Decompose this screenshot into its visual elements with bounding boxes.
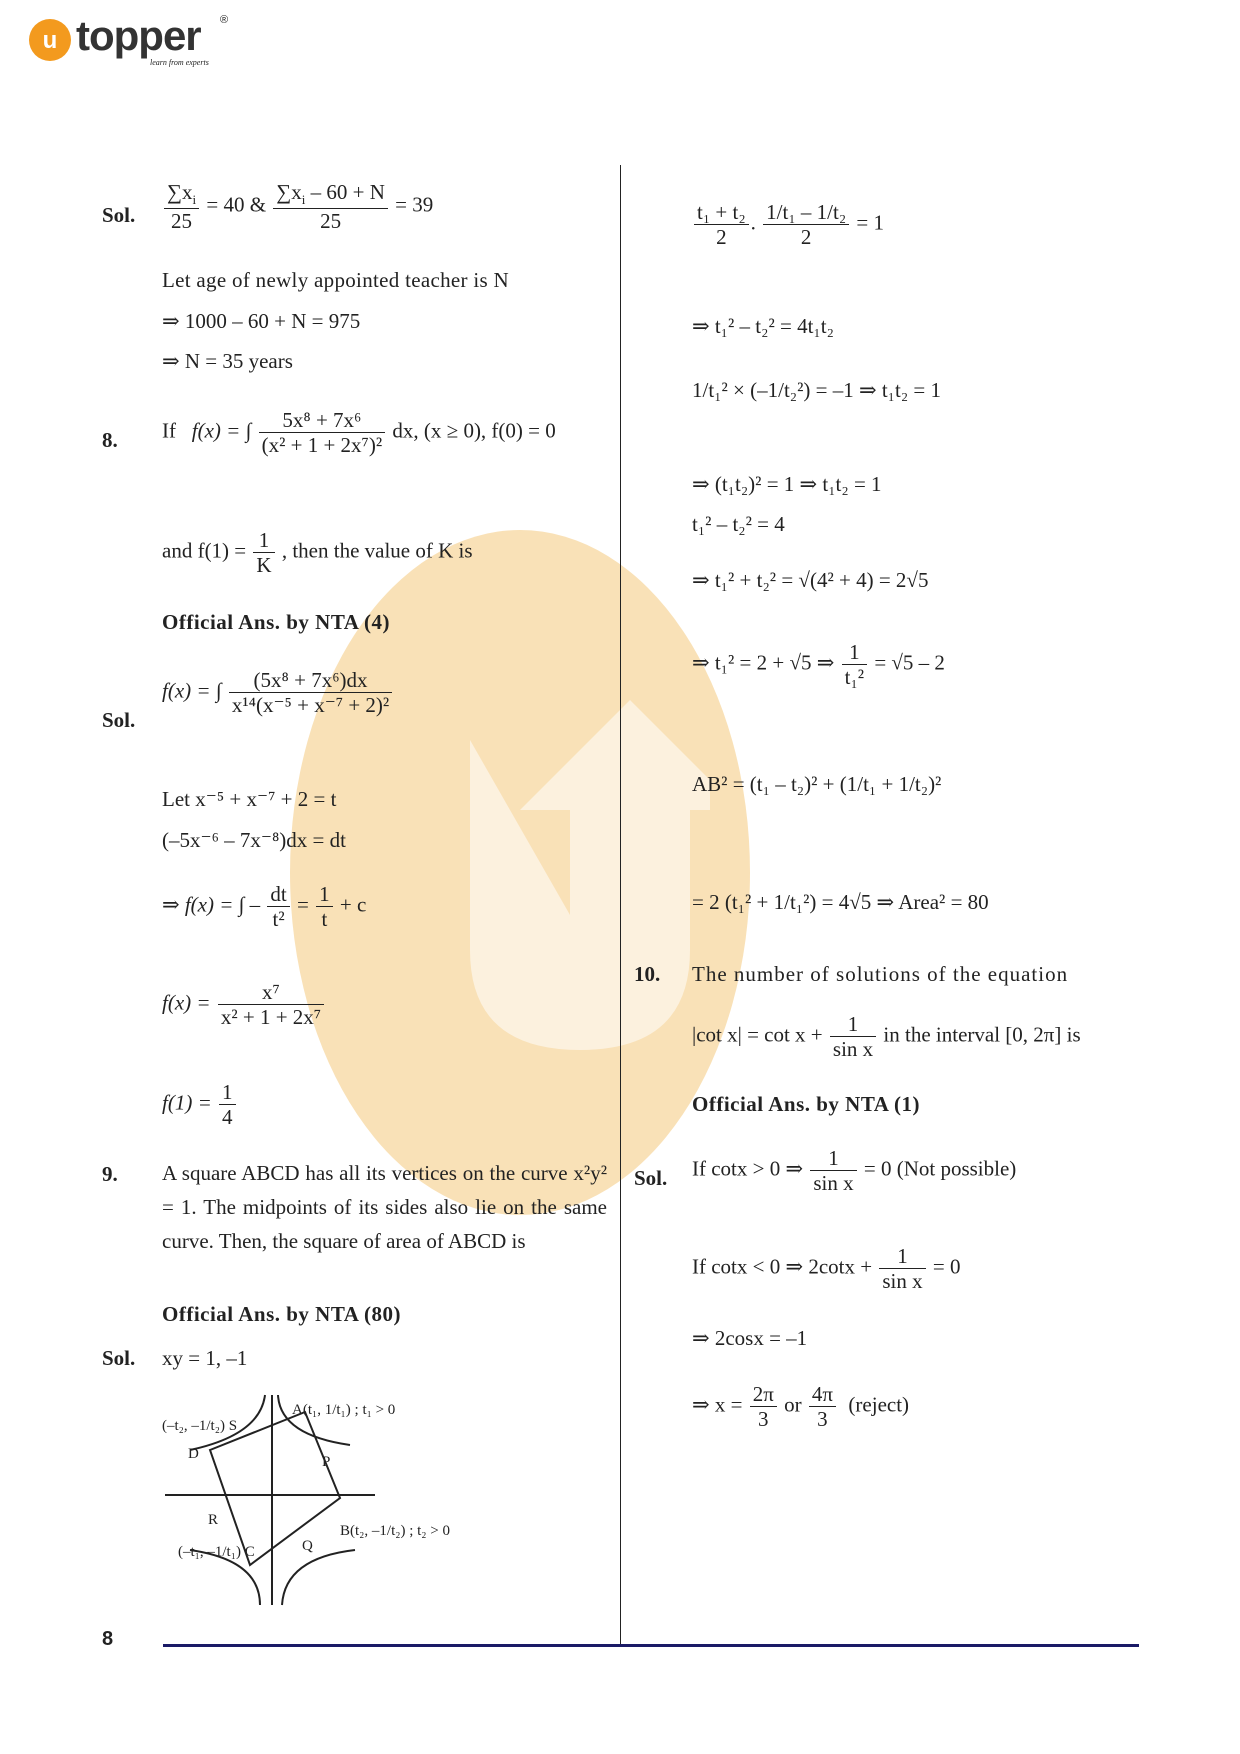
point-S-label: (–t₂, –1/t₂) S bbox=[162, 1418, 238, 1434]
point-C-label: (–t₁, –1/t₁) C bbox=[178, 1544, 255, 1560]
sol-8-f1: f(1) = $\frac{1}{4}$ bbox=[162, 1080, 238, 1129]
s10-line-3: ⇒ 2cosx = –1 bbox=[692, 1326, 808, 1350]
r8-line: AB² = (t₁ – t₂)² + (1/t₁ + 1/t₂)² bbox=[692, 772, 942, 796]
s10-line-4: ⇒ x = $\frac{2\pi}{3}$ or $\frac{4\pi}{3}$ (reject) bbox=[692, 1382, 910, 1432]
sol-equation-1: $\frac{\sum x_i}{25}$ = 40 & $\frac{\sum x_i - 60 + N}{25}$ = 39 bbox=[162, 180, 433, 233]
sol-8-substitution: Let x⁻⁵ + x⁻⁷ + 2 = t bbox=[162, 787, 337, 811]
line-1000: ⇒ 1000 – 60 + N = 975 bbox=[162, 309, 361, 333]
r4-line: ⇒ (t₁t₂)² = 1 ⇒ t₁t₂ = 1 bbox=[692, 472, 882, 496]
official-answer-q10: Official Ans. by NTA (1) bbox=[692, 1092, 921, 1116]
r7-line: ⇒ t₁² = 2 + √5 ⇒ $\frac{1}{\text{t₁²}}$ = √5 – 2 bbox=[692, 640, 945, 690]
point-D-label: D bbox=[188, 1446, 199, 1462]
sol-label: Sol. bbox=[102, 203, 136, 227]
question-10-equation: |cot x| = cot x + $\frac{1}{\text{sin x}}$ in the interval [0, 2π] is bbox=[692, 1012, 1081, 1062]
question-8-equation: If f(x) = ∫ $\frac{\text{5x⁸ + 7x⁶}}{\text{(x² + 1 + 2x⁷)²}}$ dx, (x ≥ 0), f(0) = 0 bbox=[162, 408, 556, 458]
sol-8-fx: f(x) = $\frac{\text{x⁷}}{\text{x² + 1 + 2x⁷}}$ bbox=[162, 980, 326, 1029]
r5-line: t₁² – t₂² = 4 bbox=[692, 512, 785, 536]
question-10-text: The number of solutions of the equation bbox=[692, 962, 1069, 986]
sol-8-integral: f(x) = ∫ $\frac{\text{(5x⁸ + 7x⁶)dx}}{\text{x¹⁴(x⁻⁵ + x⁻⁷ + 2)²}}$ bbox=[162, 668, 394, 717]
r6-line: ⇒ t₁² + t₂² = √(4² + 4) = 2√5 bbox=[692, 568, 929, 592]
page-number: 8 bbox=[102, 1628, 114, 1650]
point-B-label: B(t₂, –1/t₂) ; t₂ > 0 bbox=[340, 1523, 450, 1539]
point-Q-label: Q bbox=[302, 1538, 313, 1554]
question-8-line2: and f(1) = $\frac{1}{K}$ , then the value of K is bbox=[162, 528, 473, 578]
column-divider bbox=[620, 165, 621, 1645]
s10-line-2: If cotx < 0 ⇒ 2cotx + $\frac{1}{\text{sin x}}$ = 0 bbox=[692, 1244, 961, 1294]
line-age: Let age of newly appointed teacher is N bbox=[162, 268, 509, 292]
official-answer-q9: Official Ans. by NTA (80) bbox=[162, 1302, 402, 1326]
r1-equation: $\frac{\text{t₁ + t₂}}{2}$ . $\frac{\text{1/t₁ – 1/t₂}}{2}$ = 1 bbox=[692, 200, 884, 249]
registered-mark: ® bbox=[220, 14, 229, 26]
curve-branch-4 bbox=[282, 1550, 355, 1605]
question-9-text: A square ABCD has all its vertices on the curve x²y² = 1. The midpoints of its sides also lie on the same curve. Then, the square of area of ABCD is bbox=[162, 1161, 607, 1253]
sol-label-10: Sol. bbox=[634, 1166, 668, 1190]
logo-mark-icon bbox=[28, 18, 72, 62]
point-P-label: P bbox=[322, 1454, 331, 1470]
sol-label-8: Sol. bbox=[102, 708, 136, 732]
logo-tagline: learn from experts bbox=[150, 58, 209, 67]
official-answer-q8: Official Ans. by NTA (4) bbox=[162, 610, 391, 634]
r2-line: ⇒ t₁² – t₂² = 4t₁t₂ bbox=[692, 314, 834, 338]
s10-line-1: If cotx > 0 ⇒ $\frac{1}{\text{sin x}}$ = 0 (Not possible) bbox=[692, 1146, 1017, 1196]
watermark-u-logo bbox=[450, 700, 710, 1070]
question-9-number: 9. bbox=[102, 1162, 118, 1186]
logo-text: topper bbox=[76, 12, 201, 59]
logo[interactable] bbox=[28, 12, 229, 67]
point-A-label: A(t₁, 1/t₁) ; t₁ > 0 bbox=[292, 1402, 396, 1418]
svg-text:u: u bbox=[42, 27, 58, 54]
sol-8-differential: (–5x⁻⁶ – 7x⁻⁸)dx = dt bbox=[162, 828, 346, 852]
sol-label-9: Sol. bbox=[102, 1346, 136, 1370]
point-R-label: R bbox=[208, 1512, 219, 1528]
line-N: ⇒ N = 35 years bbox=[162, 349, 293, 373]
question-10-number: 10. bbox=[634, 962, 661, 986]
footer-rule bbox=[163, 1644, 1139, 1647]
r3-line: 1/t₁² × (–1/t₂²) = –1 ⇒ t₁t₂ = 1 bbox=[692, 378, 942, 402]
sol-8-integrated: ⇒ f(x) = ∫ – $\frac{dt}{\text{t²}}$ = $\frac{1}{t}$ + c bbox=[162, 882, 367, 932]
sol-9-line: xy = 1, –1 bbox=[162, 1346, 248, 1370]
r9-line: = 2 (t₁² + 1/t₁²) = 4√5 ⇒ Area² = 80 bbox=[692, 890, 989, 914]
question-8-number: 8. bbox=[102, 428, 118, 452]
